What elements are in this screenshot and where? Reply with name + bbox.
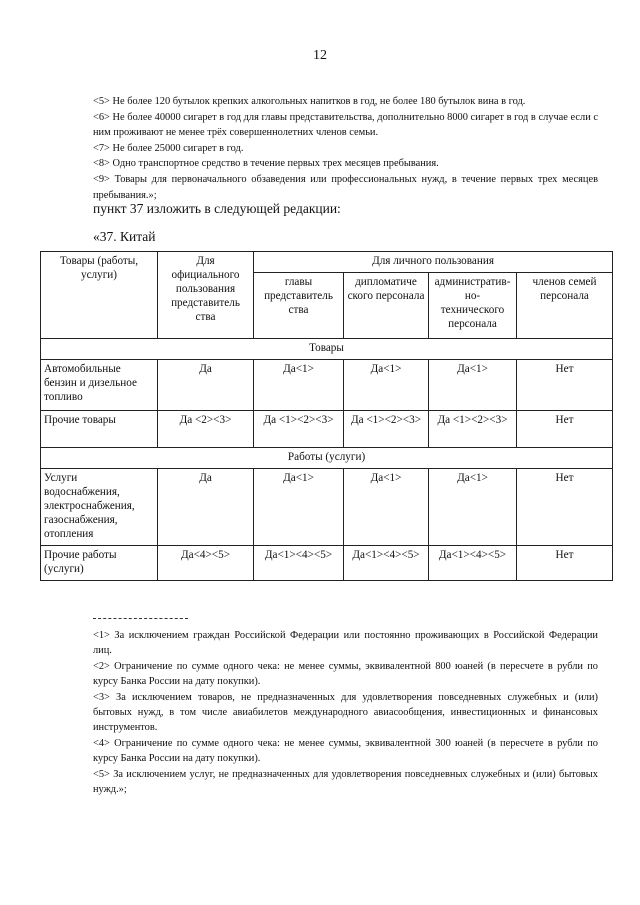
footnote-divider [93,618,188,619]
note-5: <5> Не более 120 бутылок крепких алкогольных напитков в год, не более 180 бутылок вина в год. [93,96,526,107]
header-goods: Товары (работы, услуги) [41,252,158,339]
cell-official: Да [158,360,254,411]
cell-head: Да <1><2><3> [254,411,344,448]
cell-official: Да <2><3> [158,411,254,448]
section-goods-row [41,339,613,360]
footnote-4: <4> Ограничение по сумме одного чека: не менее суммы, эквивалентной 300 юаней (в пересчете в рубли по курсу Банка России на дату покупки). [93,737,598,765]
cell-family: Нет [517,469,613,546]
header-personal: Для личного пользования [254,252,613,273]
row-name: Прочие товары [41,411,158,448]
cell-official: Да [158,469,254,546]
cell-diplomatic: Да<1><4><5> [344,546,429,581]
table-row [41,469,613,546]
header-admin: административ-но- технического персонала [429,272,517,338]
header-diplomatic: дипломатиче ского персонала [344,272,429,338]
header-official: Для официального пользования представитель ства [158,252,254,339]
note-6: <6> Не более 40000 сигарет в год для главы представительства, дополнительно 8000 сигарет в год в случае если с ним проживают не менее трёх совершеннолетних членов семьи. [93,111,598,139]
note-9: <9> Товары для первоначального обзаведения или профессиональных нужд, в течение первых трех месяцев пребывания.»; [93,173,598,201]
cell-head: Да<1><4><5> [254,546,344,581]
privileges-table [40,251,613,581]
amendment-instruction: пункт 37 изложить в следующей редакции: [93,201,341,216]
footnote-1: <1> За исключением граждан Российской Федерации или постоянно проживающих в Российской Федерации лиц. [93,630,598,657]
footnotes [93,628,598,797]
note-8: <8> Одно транспортное средство в течение первых трех месяцев пребывания. [93,158,439,170]
cell-admin: Да<1> [429,360,517,411]
cell-official: Да<4><5> [158,546,254,581]
cell-diplomatic: Да<1> [344,360,429,411]
table-row [41,360,613,411]
cell-admin: Да <1><2><3> [429,411,517,448]
header-head: главы представитель ства [254,272,344,338]
cell-admin: Да<1> [429,469,517,546]
cell-diplomatic: Да<1> [344,469,429,546]
table-header-row [41,252,613,273]
page-number: 12 [313,48,327,63]
country-heading: «37. Китай [93,229,156,244]
table-row [41,411,613,448]
top-notes [93,94,598,203]
row-name: Автомобильные бензин и дизельное топливо [41,360,158,411]
cell-family: Нет [517,360,613,411]
section-services-row [41,448,613,469]
section-services: Работы (услуги) [41,448,613,469]
section-goods: Товары [41,339,613,360]
cell-head: Да<1> [254,360,344,411]
header-family: членов семей персонала [517,272,613,338]
cell-family: Нет [517,411,613,448]
cell-family: Нет [517,546,613,581]
cell-diplomatic: Да <1><2><3> [344,411,429,448]
footnote-2: <2> Ограничение по сумме одного чека: не менее суммы, эквивалентной 800 юаней (в пересчете в рубли по курсу Банка России на дату покупки). [93,660,598,688]
cell-head: Да<1> [254,469,344,546]
footnote-5: <5> За исключением услуг, не предназначенных для удовлетворения повседневных служебных и (или) бытовых нужд.»; [93,768,598,796]
row-name: Прочие работы (услуги) [41,546,158,581]
note-7: <7> Не более 25000 сигарет в год. [93,142,244,154]
footnote-3: <3> За исключением товаров, не предназначенных для удовлетворения повседневных служебных и (или) бытовых нужд, в том числе авиабилетов международного авиасообщения, инвестиционных и финансовых инструментов. [93,691,598,734]
table-row [41,546,613,581]
row-name: Услуги водоснабжения, электроснабжения, газоснабжения, отопления [41,469,158,546]
cell-admin: Да<1><4><5> [429,546,517,581]
